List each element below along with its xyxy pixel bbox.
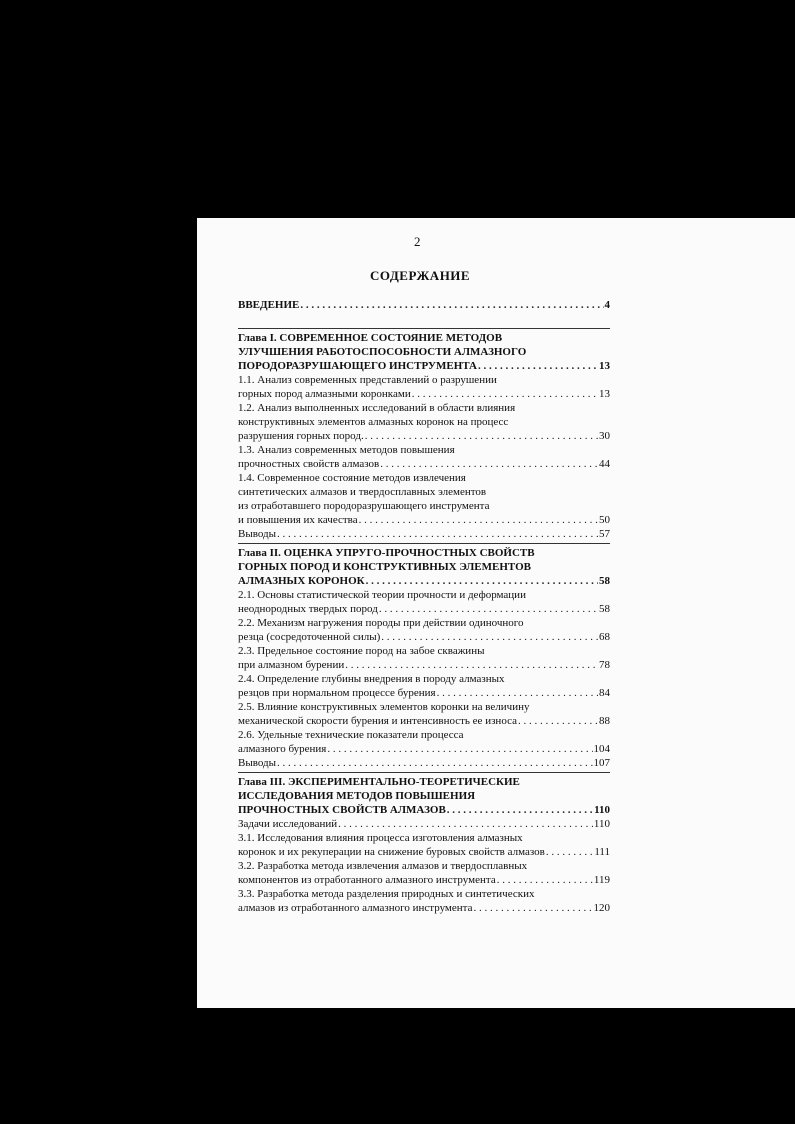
chapter-2-title: Глава II. ОЦЕНКА УПРУГО-ПРОЧНОСТНЫХ СВОЙСТВ ГОРНЫХ ПОРОД И КОНСТРУКТИВНЫХ ЭЛЕМЕНТОВ АЛМАЗНЫХ КОРОНОК . . . 58 (238, 546, 610, 588)
toc-entry: 3.2. Разработка метода извлечения алмазов и твердосплавных компонентов из отработанного алмазного инструмента . . . 119 (238, 859, 610, 887)
toc-entry-intro: ВВЕДЕНИЕ . . . 4 (238, 298, 610, 312)
toc-entry: 3.3. Разработка метода разделения природных и синтетических алмазов из отработанного алмазного инструмента . . . 120 (238, 887, 610, 915)
toc-entry: 2.5. Влияние конструктивных элементов коронки на величину механической скорости бурения и интенсивность ее износа . . . 88 (238, 700, 610, 728)
toc-entry-conclusions: Выводы . . . 107 (238, 756, 610, 770)
toc-entry: 1.1. Анализ современных представлений о разрушении горных пород алмазными коронками . . . 13 (238, 373, 610, 401)
page-number: 2 (414, 234, 421, 249)
table-of-contents (238, 298, 610, 915)
divider (238, 772, 610, 773)
toc-entry: 3.1. Исследования влияния процесса изготовления алмазных коронок и их рекуперации на снижение буровых свойств алмазов . . . 111 (238, 831, 610, 859)
toc-entry: 2.3. Предельное состояние пород на забое скважины при алмазном бурении . . . 78 (238, 644, 610, 672)
divider (238, 328, 610, 329)
divider (238, 543, 610, 544)
toc-entry-tasks: Задачи исследований . . . 110 (238, 817, 610, 831)
toc-entry: 1.3. Анализ современных методов повышения прочностных свойств алмазов . . . 44 (238, 443, 610, 471)
chapter-3-title: Глава III. ЭКСПЕРИМЕНТАЛЬНО-ТЕОРЕТИЧЕСКИЕ ИССЛЕДОВАНИЯ МЕТОДОВ ПОВЫШЕНИЯ ПРОЧНОСТНЫХ СВОЙСТВ АЛМАЗОВ . . . 110 (238, 775, 610, 817)
toc-heading: СОДЕРЖАНИЕ (370, 268, 471, 283)
toc-entry: 2.6. Удельные технические показатели процесса алмазного бурения . . . 104 (238, 728, 610, 756)
toc-entry: 2.1. Основы статистической теории прочности и деформации неоднородных твердых пород . . . 58 (238, 588, 610, 616)
toc-entry: 2.4. Определение глубины внедрения в породу алмазных резцов при нормальном процессе бурения . . . 84 (238, 672, 610, 700)
toc-entry: 2.2. Механизм нагружения породы при действии одиночного резца (сосредоточенной силы) . . . 68 (238, 616, 610, 644)
toc-entry: 1.2. Анализ выполненных исследований в области влияния конструктивных элементов алмазных коронок на процесс разрушения горных пород. . . . 30 (238, 401, 610, 443)
chapter-1-title: Глава I. СОВРЕМЕННОЕ СОСТОЯНИЕ МЕТОДОВ УЛУЧШЕНИЯ РАБОТОСПОСОБНОСТИ АЛМАЗНОГО ПОРОДОРАЗРУШАЮЩЕГО ИНСТРУМЕНТА . . . 13 (238, 331, 610, 373)
toc-entry: 1.4. Современное состояние методов извлечения синтетических алмазов и твердосплавных элементов из отработавшего породоразрушающего инструмента и повышения их качества . . . 50 (238, 471, 610, 527)
toc-entry-conclusions: Выводы . . . 57 (238, 527, 610, 541)
